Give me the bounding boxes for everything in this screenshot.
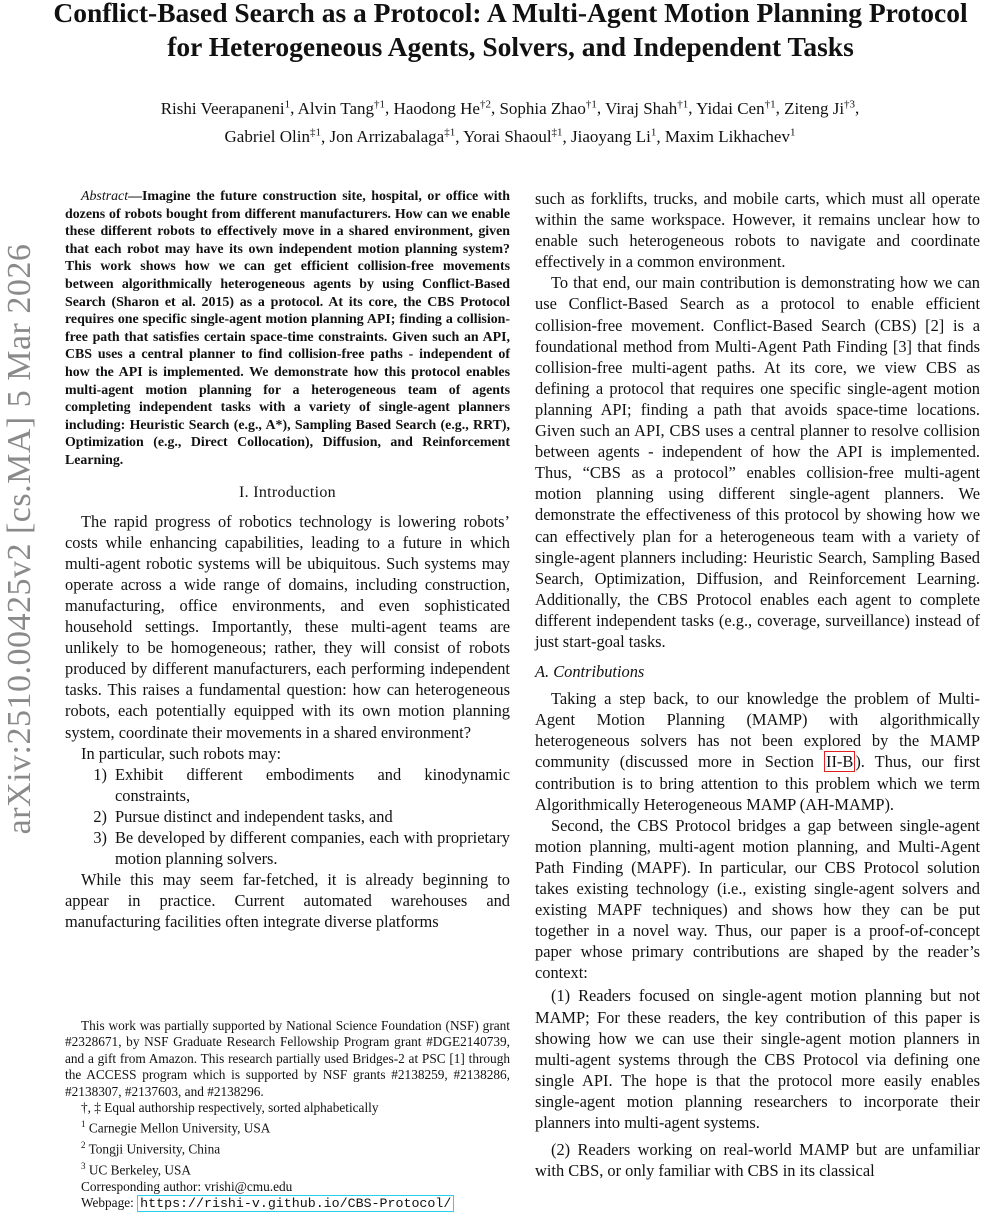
list-text: Be developed by different companies, each with proprietary motion planning solvers. xyxy=(115,828,510,869)
author-name: Maxim Likhachev xyxy=(664,127,790,147)
author-affiliation-mark: ‡1 xyxy=(551,126,563,139)
list-number: 3) xyxy=(93,828,107,847)
author-affiliation-mark: †1 xyxy=(585,98,597,110)
right-column xyxy=(535,188,980,1181)
contributions-paragraph xyxy=(535,688,980,815)
author-name: Sophia Zhao xyxy=(499,98,586,118)
affiliation-name: Carnegie Mellon University, USA xyxy=(88,1120,271,1136)
author xyxy=(329,127,455,146)
author-affiliation-mark: 1 xyxy=(650,126,657,139)
abstract xyxy=(65,188,510,470)
author xyxy=(665,127,796,146)
author-affiliation-mark: †1 xyxy=(677,98,689,110)
author-name: Rishi Veerapaneni xyxy=(160,98,285,118)
affiliation xyxy=(65,1116,510,1137)
list-text: Exhibit different embodiments and kinodynamic constraints, xyxy=(115,764,510,805)
author xyxy=(571,127,656,146)
abstract-label: Abstract xyxy=(81,189,129,204)
contributions-paragraph: (1) Readers focused on single-agent motion planning but not MAMP; For these readers, the key contribution of this paper is showing how we can use their single-agent motion planners in multi-agent systems through the CBS Protocol via defining one single API. The hope is that the protocol more easily enables single-agent motion planning researchers to incorporate their planners into multi-agent systems. xyxy=(535,986,980,1133)
author xyxy=(225,127,321,146)
contributions-paragraph: Second, the CBS Protocol bridges a gap between single-agent motion planning, multi-agent motion planning, and Multi-Agent Path Finding (MAPF). In particular, our CBS Protocol solution takes existing technology (i.e., existing single-agent solvers and existing MAPF techniques) and shows how they can be put together in a novel way. Thus, our paper is a proof-of-concept paper whose primary contributions are shaped by the reader’s context: xyxy=(535,815,980,983)
left-column xyxy=(65,188,510,932)
list-number: 1) xyxy=(93,764,107,784)
author xyxy=(394,99,491,118)
intro-paragraph: The rapid progress of robotics technology is lowering robots’ costs while enhancing capabilities, leading to a future in which multi-agent robotic systems will be ubiquitous. Such systems may operate across a wide range of domains, including construction, manufacturing, office environments, and even sophisticated household settings. Importantly, these multi-agent teams are unlikely to be homogeneous; rather, they will consist of robots produced by different manufacturers, each performing independent tasks. This raises a fundamental question: how can heterogeneous robots, each potentially equipped with its own motion planning system, coordinate their movements in a shared environment? xyxy=(65,511,510,742)
author xyxy=(161,99,290,118)
author-affiliation-mark: †1 xyxy=(764,98,776,110)
contributions-paragraph: (2) Readers working on real-world MAMP but are unfamiliar with CBS, or only familiar with CBS in its classical xyxy=(535,1140,980,1181)
author-list: Rishi Veerapaneni$^1$, Alvin Tang$^{\dagger 1}$, Haodong He$^{\dagger 2}$, Sophia Zhao$^{\dagger 1}$, Viraj Shah$^{\dagger 1}$, Yidai Cen$^{\dagger 1}$, Ziteng Ji$^{\dagger 3}$, Gabriel Olin$^{\ddagger 1}$, Jon Arrizabalaga$^{\ddagger 1}$, Yorai Shaoul$^{\ddagger 1}$, Jiaoyang Li$^1$, Maxim Likhachev$^1$ xyxy=(160,98,860,147)
funding-note: This work was partially supported by National Science Foundation (NSF) grant #2328671, by NSF Graduate Research Fellowship Program grant #DGE2140739, and a gift from Amazon. This research partially used Bridges-2 at PSC [1] through the ACCESS program which is supported by NSF grants #2138259, #2138286, #2138307, #2137603, and #2138296. xyxy=(65,1018,510,1099)
webpage-label: Webpage: xyxy=(81,1195,138,1211)
author-name: Yorai Shaoul xyxy=(463,127,552,147)
paragraph-text: ). Thus, our first contribution is to bring attention to this problem which we term Algorithmically Heterogeneous MAMP (AH-MAMP). xyxy=(535,752,980,814)
robot-capabilities-list xyxy=(65,764,510,869)
list-item xyxy=(65,764,510,806)
author-name: Yidai Cen xyxy=(696,98,765,118)
intro-paragraph: In particular, such robots may: xyxy=(81,743,282,763)
author-name: Viraj Shah xyxy=(605,98,678,118)
author xyxy=(499,99,596,118)
intro-paragraph: While this may seem far-fetched, it is already beginning to appear in practice. Current automated warehouses and manufacturing facilities often integrate diverse platforms xyxy=(65,870,510,932)
equal-authorship-note: †, ‡ Equal authorship respectively, sorted alphabetically xyxy=(81,1100,379,1116)
affiliation xyxy=(65,1137,510,1158)
author-affiliation-mark: ‡1 xyxy=(444,126,456,139)
author xyxy=(463,127,562,146)
author-affiliation-mark: 1 xyxy=(789,126,796,139)
list-item xyxy=(65,806,510,827)
webpage-note xyxy=(65,1195,510,1212)
affiliation-name: UC Berkeley, USA xyxy=(88,1162,192,1178)
intro-paragraph: To that end, our main contribution is demonstrating how we can use Conflict-Based Search as a protocol to enable efficient collision-free movement. Conflict-Based Search (CBS) [2] is a foundational method from Multi-Agent Path Finding [3] that finds collision-free multi-agent paths. At its core, we view CBS as defining a protocol that requires one specific single-agent motion planning API; finding a path that avoids space-time locations. Given such an API, CBS uses a central planner to resolve collision between agents - independent of how the API is implemented. Thus, “CBS as a protocol” enables collision-free multi-agent motion planning using different single-agent planners. We demonstrate the effectiveness of this protocol by showing how we can effectively plan for a heterogeneous team with a variety of single-agent planners including: Heuristic Search, Sampling Based Search, Optimization, Diffusion, and Reinforcement Learning. Additionally, the CBS Protocol enables each agent to complete different independent tasks (e.g., coverage, surveillance) instead of just start-goal tasks. xyxy=(535,273,980,651)
author-name: Jiaoyang Li xyxy=(571,127,651,147)
list-number: 2) xyxy=(93,806,107,826)
affiliation-number: 3 xyxy=(81,1161,86,1172)
author-name: Gabriel Olin xyxy=(224,127,310,147)
subsection-heading-contributions: A. Contributions xyxy=(535,662,645,682)
affiliation-number: 1 xyxy=(81,1119,86,1130)
author-name: Haodong He xyxy=(393,98,480,118)
affiliation-name: Tongji University, China xyxy=(88,1141,221,1157)
intro-paragraph-continued: such as forklifts, trucks, and mobile carts, which must all operate within the same workspace. However, it remains unclear how to enable such heterogeneous robots to navigate and coordinate effectively in a common environment. xyxy=(535,189,980,272)
author-name: Alvin Tang xyxy=(297,98,375,118)
list-text: Pursue distinct and independent tasks, and xyxy=(115,806,393,826)
author xyxy=(696,99,775,118)
author-name: Ziteng Ji xyxy=(784,98,845,118)
footnotes xyxy=(65,1018,510,1213)
list-item xyxy=(65,827,510,869)
paper-title: Conflict-Based Search as a Protocol: A Multi-Agent Motion Planning Protocol for Heterogeneous Agents, Solvers, and Independent Tasks xyxy=(53,0,968,62)
section-heading-introduction: I. Introduction xyxy=(239,483,336,501)
author-affiliation-mark: †2 xyxy=(479,98,491,110)
webpage-link[interactable]: https://rishi-v.github.io/CBS-Protocol/ xyxy=(137,1195,454,1212)
author-affiliation-mark: †3 xyxy=(844,98,856,110)
author-affiliation-mark: †1 xyxy=(374,98,386,110)
author-affiliation-mark: 1 xyxy=(284,98,291,110)
author-name: Jon Arrizabalaga xyxy=(329,127,445,147)
author-affiliation-mark: ‡1 xyxy=(309,126,321,139)
author xyxy=(298,99,385,118)
abstract-text: —Imagine the future construction site, hospital, or office with dozens of robots bought from different manufacturers. How can we enable these different robots to effectively move in a shared environment, given that each robot may have its own independent motion planning system? This work shows how we can get efficient collision-free movements between algorithmically heterogeneous agents by using Conflict-Based Search (Sharon et al. 2015) as a protocol. At its core, the CBS Protocol requires one specific single-agent motion planning API; finding a collision-free path that satisfies certain space-time constraints. Given such an API, CBS uses a central planner to find collision-free paths - independent of how the API is implemented. We demonstrate how this protocol enables multi-agent motion planning for a heterogeneous team of agents completing independent tasks with a variety of single-agent planners including: Heuristic Search (e.g., A*), Sampling Based Search (e.g., RRT), Optimization (e.g., Direct Collocation), Diffusion, and Reinforcement Learning. xyxy=(65,189,510,468)
affiliation xyxy=(65,1158,510,1179)
corresponding-author: Corresponding author: vrishi@cmu.edu xyxy=(81,1178,293,1194)
author xyxy=(605,99,688,118)
arxiv-stamp: arXiv:2510.00425v2 [cs.MA] 5 Mar 2026 xyxy=(1,243,38,835)
paragraph-text: Taking a step back, to our knowledge the problem of Multi-Agent Motion Planning (MAMP) with algorithmically heterogeneous solvers has not been explored by the MAMP community (discussed more in Section xyxy=(535,689,980,772)
author xyxy=(784,99,855,118)
section-reference-link[interactable]: II-B xyxy=(826,752,854,772)
affiliation-number: 2 xyxy=(81,1140,86,1151)
